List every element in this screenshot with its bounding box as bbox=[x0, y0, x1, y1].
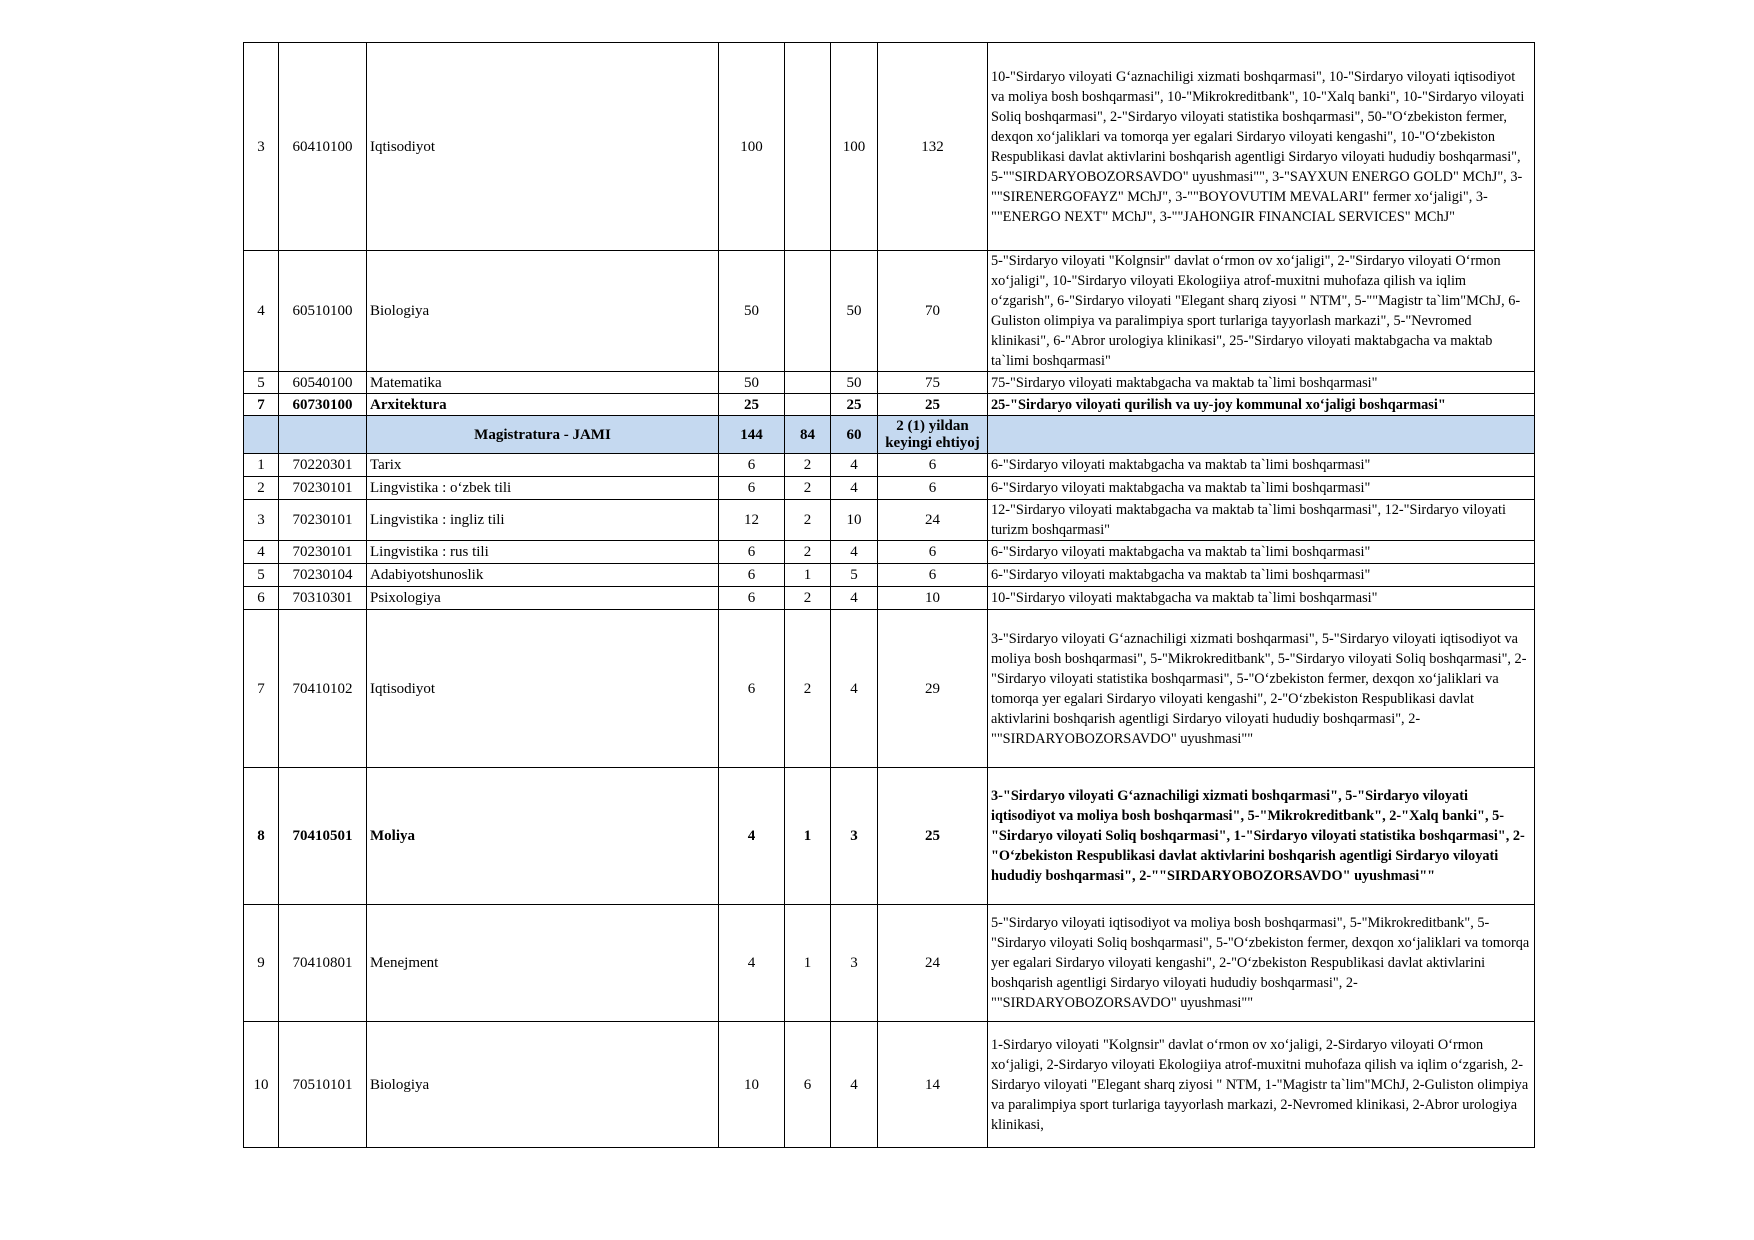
employer-demand-cell: 75-"Sirdaryo viloyati maktabgacha va maktab ta`limi boshqarmasi" bbox=[988, 372, 1535, 394]
specialty-code-cell: 70410102 bbox=[279, 610, 367, 768]
contract-quota-cell: 4 bbox=[831, 1022, 878, 1148]
row-number-cell: 3 bbox=[244, 43, 279, 251]
grant-quota-cell: 2 bbox=[785, 541, 831, 564]
contract-quota-cell: 5 bbox=[831, 564, 878, 587]
grant-quota-cell bbox=[785, 43, 831, 251]
table-row bbox=[244, 500, 1535, 541]
specialty-code-cell: 70230101 bbox=[279, 500, 367, 541]
table-row bbox=[244, 610, 1535, 768]
need-cell: 132 bbox=[878, 43, 988, 251]
table-row bbox=[244, 768, 1535, 905]
need-cell: 10 bbox=[878, 587, 988, 610]
specialty-name-cell: Adabiyotshunoslik bbox=[367, 564, 719, 587]
employer-demand-cell: 10-"Sirdaryo viloyati maktabgacha va maktab ta`limi boshqarmasi" bbox=[988, 587, 1535, 610]
grant-quota-cell bbox=[785, 372, 831, 394]
need-cell: 25 bbox=[878, 394, 988, 416]
row-number-cell: 6 bbox=[244, 587, 279, 610]
specialty-code-cell bbox=[279, 416, 367, 454]
specialty-code-cell: 70410501 bbox=[279, 768, 367, 905]
contract-quota-cell: 4 bbox=[831, 454, 878, 477]
employer-demand-cell: 10-"Sirdaryo viloyati G‘aznachiligi xizmati boshqarmasi", 10-"Sirdaryo viloyati iqtisodiyot va moliya bosh boshqarmasi", 10-"Mikrokreditbank", 10-"Xalq banki", 10-"Sirdaryo viloyati Soliq boshqarmasi", 2-"Sirdaryo viloyati statistika boshqarmasi", 50-"O‘zbekiston fermer, dexqon xo‘jaliklari va tomorqa yer egalari Sirdaryo viloyati kengashi", 10-"O‘zbekiston Respublikasi davlat aktivlarini boshqarish agentligi Sirdaryo viloyati hududiy boshqarmasi", 5-""SIRDARYOBOZORSAVDO" uyushmasi"", 3-"SAYXUN ENERGO GOLD" MChJ", 3-""SIRENERGOFAYZ" MChJ", 3-""BOYOVUTIM MEVALARI" fermer xo‘jaligi", 3-""ENERGO NEXT" MChJ", 3-""JAHONGIR FINANCIAL SERVICES" MChJ" bbox=[988, 43, 1535, 251]
contract-quota-cell: 3 bbox=[831, 768, 878, 905]
specialty-name-cell: Lingvistika : ingliz tili bbox=[367, 500, 719, 541]
employer-demand-cell bbox=[988, 416, 1535, 454]
employer-demand-cell: 3-"Sirdaryo viloyati G‘aznachiligi xizmati boshqarmasi", 5-"Sirdaryo viloyati iqtisodiyot va moliya bosh boshqarmasi", 5-"Mikrokreditbank", 2-"Xalq banki", 5-"Sirdaryo viloyati Soliq boshqarmasi", 1-"Sirdaryo viloyati statistika boshqarmasi", 2-"O‘zbekiston Respublikasi davlat aktivlarini boshqarish agentligi Sirdaryo viloyati hududiy boshqarmasi", 2-""SIRDARYOBOZORSAVDO" uyushmasi"" bbox=[988, 768, 1535, 905]
specialty-code-cell: 70310301 bbox=[279, 587, 367, 610]
row-number-cell: 3 bbox=[244, 500, 279, 541]
employer-demand-cell: 5-"Sirdaryo viloyati "Kolgnsir" davlat o‘rmon ov xo‘jaligi", 2-"Sirdaryo viloyati O‘rmon xo‘jaligi", 10-"Sirdaryo viloyati Ekologiiya atrof-muxitni muhofaza qilish va iqlim o‘zgarish", 6-"Sirdaryo viloyati "Elegant sharq ziyosi " NTM", 5-""Magistr ta`lim"MChJ, 6-Guliston olimpiya va paralimpiya sport turlariga tayyorlash markazi", 5-"Nevromed klinikasi", 6-"Abror urologiya klinikasi", 25-"Sirdaryo viloyati maktabgacha va maktab ta`limi boshqarmasi" bbox=[988, 251, 1535, 372]
need-cell: 6 bbox=[878, 454, 988, 477]
table-row bbox=[244, 1022, 1535, 1148]
grant-quota-cell: 84 bbox=[785, 416, 831, 454]
specialty-name-cell: Iqtisodiyot bbox=[367, 610, 719, 768]
specialty-code-cell: 70220301 bbox=[279, 454, 367, 477]
need-cell: 6 bbox=[878, 477, 988, 500]
contract-quota-cell: 50 bbox=[831, 372, 878, 394]
total-quota-cell: 144 bbox=[719, 416, 785, 454]
admission-plan-table bbox=[243, 42, 1535, 1148]
contract-quota-cell: 60 bbox=[831, 416, 878, 454]
table-row bbox=[244, 477, 1535, 500]
row-number-cell: 10 bbox=[244, 1022, 279, 1148]
total-quota-cell: 6 bbox=[719, 610, 785, 768]
grant-quota-cell: 2 bbox=[785, 587, 831, 610]
specialty-name-cell: Biologiya bbox=[367, 251, 719, 372]
contract-quota-cell: 4 bbox=[831, 610, 878, 768]
total-quota-cell: 4 bbox=[719, 768, 785, 905]
table-row bbox=[244, 564, 1535, 587]
need-cell: 29 bbox=[878, 610, 988, 768]
need-cell: 6 bbox=[878, 541, 988, 564]
grant-quota-cell: 6 bbox=[785, 1022, 831, 1148]
total-quota-cell: 6 bbox=[719, 454, 785, 477]
need-cell: 24 bbox=[878, 500, 988, 541]
specialty-name-cell: Biologiya bbox=[367, 1022, 719, 1148]
specialty-name-cell: Magistratura - JAMI bbox=[367, 416, 719, 454]
employer-demand-cell: 6-"Sirdaryo viloyati maktabgacha va maktab ta`limi boshqarmasi" bbox=[988, 454, 1535, 477]
total-quota-cell: 6 bbox=[719, 541, 785, 564]
grant-quota-cell: 1 bbox=[785, 905, 831, 1022]
total-quota-cell: 6 bbox=[719, 477, 785, 500]
employer-demand-cell: 12-"Sirdaryo viloyati maktabgacha va maktab ta`limi boshqarmasi", 12-"Sirdaryo viloyati turizm boshqarmasi" bbox=[988, 500, 1535, 541]
specialty-name-cell: Menejment bbox=[367, 905, 719, 1022]
grant-quota-cell: 1 bbox=[785, 564, 831, 587]
grant-quota-cell bbox=[785, 394, 831, 416]
specialty-code-cell: 70230101 bbox=[279, 477, 367, 500]
specialty-code-cell: 70510101 bbox=[279, 1022, 367, 1148]
total-quota-cell: 50 bbox=[719, 372, 785, 394]
employer-demand-cell: 6-"Sirdaryo viloyati maktabgacha va maktab ta`limi boshqarmasi" bbox=[988, 564, 1535, 587]
specialty-name-cell: Iqtisodiyot bbox=[367, 43, 719, 251]
specialty-name-cell: Moliya bbox=[367, 768, 719, 905]
specialty-code-cell: 60730100 bbox=[279, 394, 367, 416]
contract-quota-cell: 4 bbox=[831, 541, 878, 564]
specialty-code-cell: 70230101 bbox=[279, 541, 367, 564]
section-total-row bbox=[244, 416, 1535, 454]
table-row bbox=[244, 372, 1535, 394]
specialty-code-cell: 60410100 bbox=[279, 43, 367, 251]
contract-quota-cell: 25 bbox=[831, 394, 878, 416]
contract-quota-cell: 4 bbox=[831, 587, 878, 610]
employer-demand-cell: 5-"Sirdaryo viloyati iqtisodiyot va moliya bosh boshqarmasi", 5-"Mikrokreditbank", 5-"Sirdaryo viloyati Soliq boshqarmasi", 5-"O‘zbekiston fermer, dexqon xo‘jaliklari va tomorqa yer egalari Sirdaryo viloyati kengashi", 2-"O‘zbekiston Respublikasi davlat aktivlarini boshqarish agentligi Sirdaryo viloyati hududiy boshqarmasi", 2-""SIRDARYOBOZORSAVDO" uyushmasi"" bbox=[988, 905, 1535, 1022]
table-row bbox=[244, 43, 1535, 251]
specialty-code-cell: 60540100 bbox=[279, 372, 367, 394]
specialty-name-cell: Lingvistika : rus tili bbox=[367, 541, 719, 564]
row-number-cell: 7 bbox=[244, 394, 279, 416]
grant-quota-cell: 2 bbox=[785, 477, 831, 500]
total-quota-cell: 10 bbox=[719, 1022, 785, 1148]
total-quota-cell: 6 bbox=[719, 564, 785, 587]
need-cell: 14 bbox=[878, 1022, 988, 1148]
contract-quota-cell: 10 bbox=[831, 500, 878, 541]
need-cell: 2 (1) yildan keyingi ehtiyoj bbox=[878, 416, 988, 454]
grant-quota-cell: 1 bbox=[785, 768, 831, 905]
row-number-cell: 8 bbox=[244, 768, 279, 905]
total-quota-cell: 4 bbox=[719, 905, 785, 1022]
table-row bbox=[244, 905, 1535, 1022]
total-quota-cell: 25 bbox=[719, 394, 785, 416]
row-number-cell: 9 bbox=[244, 905, 279, 1022]
total-quota-cell: 12 bbox=[719, 500, 785, 541]
need-cell: 6 bbox=[878, 564, 988, 587]
employer-demand-cell: 6-"Sirdaryo viloyati maktabgacha va maktab ta`limi boshqarmasi" bbox=[988, 541, 1535, 564]
grant-quota-cell: 2 bbox=[785, 454, 831, 477]
specialty-name-cell: Lingvistika : o‘zbek tili bbox=[367, 477, 719, 500]
table-row bbox=[244, 394, 1535, 416]
row-number-cell: 4 bbox=[244, 251, 279, 372]
table-row bbox=[244, 587, 1535, 610]
need-cell: 70 bbox=[878, 251, 988, 372]
need-cell: 24 bbox=[878, 905, 988, 1022]
total-quota-cell: 50 bbox=[719, 251, 785, 372]
need-cell: 25 bbox=[878, 768, 988, 905]
contract-quota-cell: 100 bbox=[831, 43, 878, 251]
contract-quota-cell: 3 bbox=[831, 905, 878, 1022]
specialty-code-cell: 60510100 bbox=[279, 251, 367, 372]
row-number-cell: 7 bbox=[244, 610, 279, 768]
employer-demand-cell: 25-"Sirdaryo viloyati qurilish va uy-joy kommunal xo‘jaligi boshqarmasi" bbox=[988, 394, 1535, 416]
total-quota-cell: 6 bbox=[719, 587, 785, 610]
row-number-cell: 2 bbox=[244, 477, 279, 500]
table-row bbox=[244, 454, 1535, 477]
specialty-name-cell: Tarix bbox=[367, 454, 719, 477]
specialty-code-cell: 70410801 bbox=[279, 905, 367, 1022]
row-number-cell: 4 bbox=[244, 541, 279, 564]
row-number-cell bbox=[244, 416, 279, 454]
row-number-cell: 1 bbox=[244, 454, 279, 477]
specialty-name-cell: Psixologiya bbox=[367, 587, 719, 610]
row-number-cell: 5 bbox=[244, 372, 279, 394]
contract-quota-cell: 50 bbox=[831, 251, 878, 372]
specialty-name-cell: Matematika bbox=[367, 372, 719, 394]
table-body bbox=[244, 43, 1535, 1148]
table-row bbox=[244, 541, 1535, 564]
total-quota-cell: 100 bbox=[719, 43, 785, 251]
specialty-name-cell: Arxitektura bbox=[367, 394, 719, 416]
grant-quota-cell bbox=[785, 251, 831, 372]
specialty-code-cell: 70230104 bbox=[279, 564, 367, 587]
employer-demand-cell: 1-Sirdaryo viloyati "Kolgnsir" davlat o‘rmon ov xo‘jaligi, 2-Sirdaryo viloyati O‘rmon xo‘jaligi, 2-Sirdaryo viloyati Ekologiiya atrof-muxitni muhofaza qilish va iqlim o‘zgarish, 2-Sirdaryo viloyati "Elegant sharq ziyosi " NTM, 1-"Magistr ta`lim"MChJ, 2-Guliston olimpiya va paralimpiya sport turlariga tayyorlash markazi, 2-Nevromed klinikasi, 2-Abror urologiya klinikasi, bbox=[988, 1022, 1535, 1148]
grant-quota-cell: 2 bbox=[785, 500, 831, 541]
contract-quota-cell: 4 bbox=[831, 477, 878, 500]
need-cell: 75 bbox=[878, 372, 988, 394]
grant-quota-cell: 2 bbox=[785, 610, 831, 768]
table-row bbox=[244, 251, 1535, 372]
row-number-cell: 5 bbox=[244, 564, 279, 587]
employer-demand-cell: 6-"Sirdaryo viloyati maktabgacha va maktab ta`limi boshqarmasi" bbox=[988, 477, 1535, 500]
employer-demand-cell: 3-"Sirdaryo viloyati G‘aznachiligi xizmati boshqarmasi", 5-"Sirdaryo viloyati iqtisodiyot va moliya bosh boshqarmasi", 5-"Mikrokreditbank", 5-"Sirdaryo viloyati Soliq boshqarmasi", 2-"Sirdaryo viloyati statistika boshqarmasi", 5-"O‘zbekiston fermer, dexqon xo‘jaliklari va tomorqa yer egalari Sirdaryo viloyati kengashi", 2-"O‘zbekiston Respublikasi davlat aktivlarini boshqarish agentligi Sirdaryo viloyati hududiy boshqarmasi", 2-""SIRDARYOBOZORSAVDO" uyushmasi"" bbox=[988, 610, 1535, 768]
